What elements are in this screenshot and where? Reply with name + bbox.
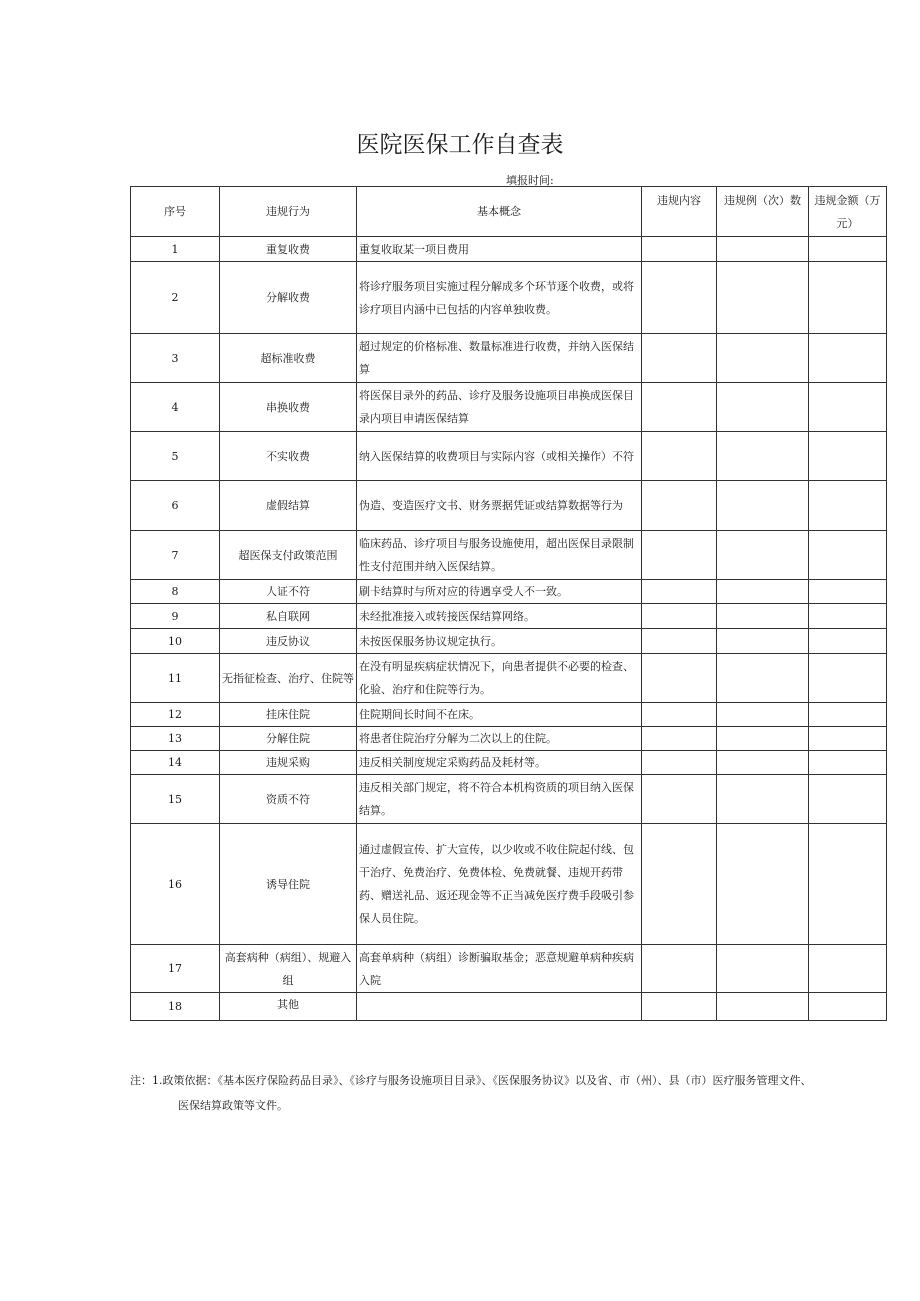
note-line-1: 注：1.政策依据：《基本医疗保险药品目录》、《诊疗与服务设施项目目录》、《医保服务协议》以及省、市（州）、县（市）医疗服务管理文件、: [130, 1074, 812, 1087]
row-amount-cell: [809, 432, 887, 481]
row-content-cell: [642, 703, 717, 727]
row-behavior: 串换收费: [220, 383, 357, 432]
row-content-cell: [642, 531, 717, 580]
row-count-cell: [717, 945, 809, 993]
header-amount: 违规金额（万元）: [809, 187, 887, 237]
table-row: [131, 727, 887, 751]
fill-date-label: 填报时间:: [506, 174, 554, 187]
table-row: [131, 531, 887, 580]
table-row: [131, 383, 887, 432]
row-content-cell: [642, 775, 717, 824]
row-content-cell: [642, 945, 717, 993]
row-definition: 违反相关部门规定，将不符合本机构资质的项目纳入医保结算。: [357, 775, 642, 824]
self-check-table: [130, 186, 887, 1021]
row-amount-cell: [809, 751, 887, 775]
row-count-cell: [717, 629, 809, 654]
row-content-cell: [642, 727, 717, 751]
row-count-cell: [717, 824, 809, 945]
row-amount-cell: [809, 237, 887, 262]
table-row: [131, 237, 887, 262]
row-count-cell: [717, 237, 809, 262]
row-count-cell: [717, 334, 809, 383]
row-amount-cell: [809, 262, 887, 334]
row-definition: 刷卡结算时与所对应的待遇享受人不一致。: [357, 580, 642, 604]
header-no: 序号: [131, 187, 220, 237]
table-row: [131, 629, 887, 654]
row-behavior: 资质不符: [220, 775, 357, 824]
row-content-cell: [642, 751, 717, 775]
table-row: [131, 334, 887, 383]
row-definition: 伪造、变造医疗文书、财务票据凭证或结算数据等行为: [357, 481, 642, 531]
row-behavior: 挂床住院: [220, 703, 357, 727]
row-number: 4: [131, 383, 220, 432]
row-count-cell: [717, 481, 809, 531]
row-count-cell: [717, 751, 809, 775]
header-count: 违规例（次）数: [717, 187, 809, 237]
row-content-cell: [642, 262, 717, 334]
row-behavior: 超医保支付政策范围: [220, 531, 357, 580]
row-content-cell: [642, 824, 717, 945]
table-row: [131, 654, 887, 703]
table-row: [131, 945, 887, 993]
row-definition: 重复收取某一项目费用: [357, 237, 642, 262]
row-definition: 住院期间长时间不在床。: [357, 703, 642, 727]
row-number: 14: [131, 751, 220, 775]
table-header-row: [131, 187, 887, 237]
row-content-cell: [642, 604, 717, 629]
note-line-2: 医保结算政策等文件。: [178, 1099, 288, 1112]
row-amount-cell: [809, 629, 887, 654]
row-number: 17: [131, 945, 220, 993]
row-content-cell: [642, 993, 717, 1021]
row-number: 8: [131, 580, 220, 604]
row-amount-cell: [809, 945, 887, 993]
row-amount-cell: [809, 334, 887, 383]
row-count-cell: [717, 604, 809, 629]
row-behavior: 无指征检查、治疗、住院等: [220, 654, 357, 703]
row-definition: 违反相关制度规定采购药品及耗材等。: [357, 751, 642, 775]
row-amount-cell: [809, 580, 887, 604]
row-number: 16: [131, 824, 220, 945]
row-content-cell: [642, 334, 717, 383]
row-definition: 临床药品、诊疗项目与服务设施使用，超出医保目录限制性支付范围并纳入医保结算。: [357, 531, 642, 580]
row-count-cell: [717, 383, 809, 432]
row-number: 10: [131, 629, 220, 654]
row-number: 11: [131, 654, 220, 703]
table-row: [131, 824, 887, 945]
row-behavior: 诱导住院: [220, 824, 357, 945]
row-number: 3: [131, 334, 220, 383]
row-count-cell: [717, 727, 809, 751]
row-behavior: 人证不符: [220, 580, 357, 604]
table-row: [131, 432, 887, 481]
row-behavior: 重复收费: [220, 237, 357, 262]
row-behavior: 超标准收费: [220, 334, 357, 383]
row-behavior: 虚假结算: [220, 481, 357, 531]
row-amount-cell: [809, 531, 887, 580]
table-row: [131, 580, 887, 604]
header-content: 违规内容: [642, 187, 717, 237]
row-count-cell: [717, 775, 809, 824]
table-row: [131, 775, 887, 824]
row-amount-cell: [809, 993, 887, 1021]
row-count-cell: [717, 703, 809, 727]
row-amount-cell: [809, 604, 887, 629]
row-number: 12: [131, 703, 220, 727]
row-count-cell: [717, 993, 809, 1021]
row-definition: [357, 993, 642, 1021]
table-row: [131, 751, 887, 775]
row-amount-cell: [809, 481, 887, 531]
row-content-cell: [642, 481, 717, 531]
row-definition: 将患者住院治疗分解为二次以上的住院。: [357, 727, 642, 751]
row-count-cell: [717, 580, 809, 604]
row-definition: 在没有明显疾病症状情况下，向患者提供不必要的检查、化验、治疗和住院等行为。: [357, 654, 642, 703]
table-row: [131, 604, 887, 629]
header-behavior: 违规行为: [220, 187, 357, 237]
row-definition: 未经批准接入或转接医保结算网络。: [357, 604, 642, 629]
row-count-cell: [717, 654, 809, 703]
table-row: [131, 703, 887, 727]
table-row: [131, 993, 887, 1021]
row-definition: 将医保目录外的药品、诊疗及服务设施项目串换成医保目录内项目申请医保结算: [357, 383, 642, 432]
row-behavior: 分解收费: [220, 262, 357, 334]
row-amount-cell: [809, 703, 887, 727]
row-number: 2: [131, 262, 220, 334]
row-content-cell: [642, 237, 717, 262]
row-behavior: 违反协议: [220, 629, 357, 654]
row-definition: 未按医保服务协议规定执行。: [357, 629, 642, 654]
header-definition: 基本概念: [357, 187, 642, 237]
row-behavior: 不实收费: [220, 432, 357, 481]
row-content-cell: [642, 580, 717, 604]
row-definition: 将诊疗服务项目实施过程分解成多个环节逐个收费，或将诊疗项目内涵中已包括的内容单独收费。: [357, 262, 642, 334]
row-content-cell: [642, 654, 717, 703]
row-count-cell: [717, 262, 809, 334]
row-count-cell: [717, 531, 809, 580]
row-definition: 超过规定的价格标准、数量标准进行收费，并纳入医保结算: [357, 334, 642, 383]
row-amount-cell: [809, 727, 887, 751]
row-number: 5: [131, 432, 220, 481]
row-number: 18: [131, 993, 220, 1021]
row-definition: 通过虚假宣传、扩大宣传，以少收或不收住院起付线、包干治疗、免费治疗、免费体检、免费就餐、违规开药带药、赠送礼品、返还现金等不正当减免医疗费手段吸引参保人员住院。: [357, 824, 642, 945]
row-amount-cell: [809, 654, 887, 703]
row-definition: 纳入医保结算的收费项目与实际内容（或相关操作）不符: [357, 432, 642, 481]
table-row: [131, 262, 887, 334]
row-content-cell: [642, 432, 717, 481]
row-number: 9: [131, 604, 220, 629]
row-behavior: 其他: [220, 993, 357, 1021]
row-content-cell: [642, 383, 717, 432]
row-number: 15: [131, 775, 220, 824]
row-amount-cell: [809, 383, 887, 432]
row-behavior: 分解住院: [220, 727, 357, 751]
row-behavior: 高套病种（病组）、规避入组: [220, 945, 357, 993]
page-title: 医院医保工作自查表: [356, 132, 564, 158]
row-amount-cell: [809, 775, 887, 824]
row-definition: 高套单病种（病组）诊断骗取基金；恶意规避单病种疾病入院: [357, 945, 642, 993]
row-amount-cell: [809, 824, 887, 945]
row-number: 7: [131, 531, 220, 580]
row-number: 1: [131, 237, 220, 262]
row-number: 13: [131, 727, 220, 751]
row-count-cell: [717, 432, 809, 481]
row-content-cell: [642, 629, 717, 654]
row-behavior: 私自联网: [220, 604, 357, 629]
table-row: [131, 481, 887, 531]
row-behavior: 违规采购: [220, 751, 357, 775]
row-number: 6: [131, 481, 220, 531]
